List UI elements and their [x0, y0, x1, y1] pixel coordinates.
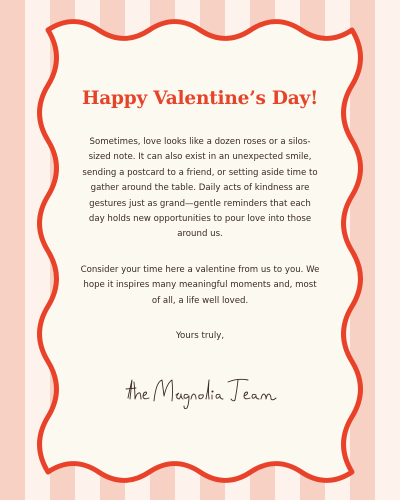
signature-handwritten — [110, 368, 290, 412]
card-content — [80, 88, 320, 344]
message-paragraph-2: Consider your time here a valentine from us to you. We hope it inspires many meaningful moments and, most of all, a life well loved. — [80, 264, 320, 306]
message-paragraph-1: Sometimes, love looks like a dozen roses or a silos-sized note. It can also exist in an unexpected smile, sending a postcard to a friend, or setting aside time to gather around the table. Daily acts of kindness are gestures just as grand—gentle reminders that each day holds new opportunities to pour love into those around us. — [82, 137, 318, 240]
card-title: Happy Valentine’s Day! — [81, 88, 318, 109]
closing-line: Yours truly, — [175, 331, 225, 342]
